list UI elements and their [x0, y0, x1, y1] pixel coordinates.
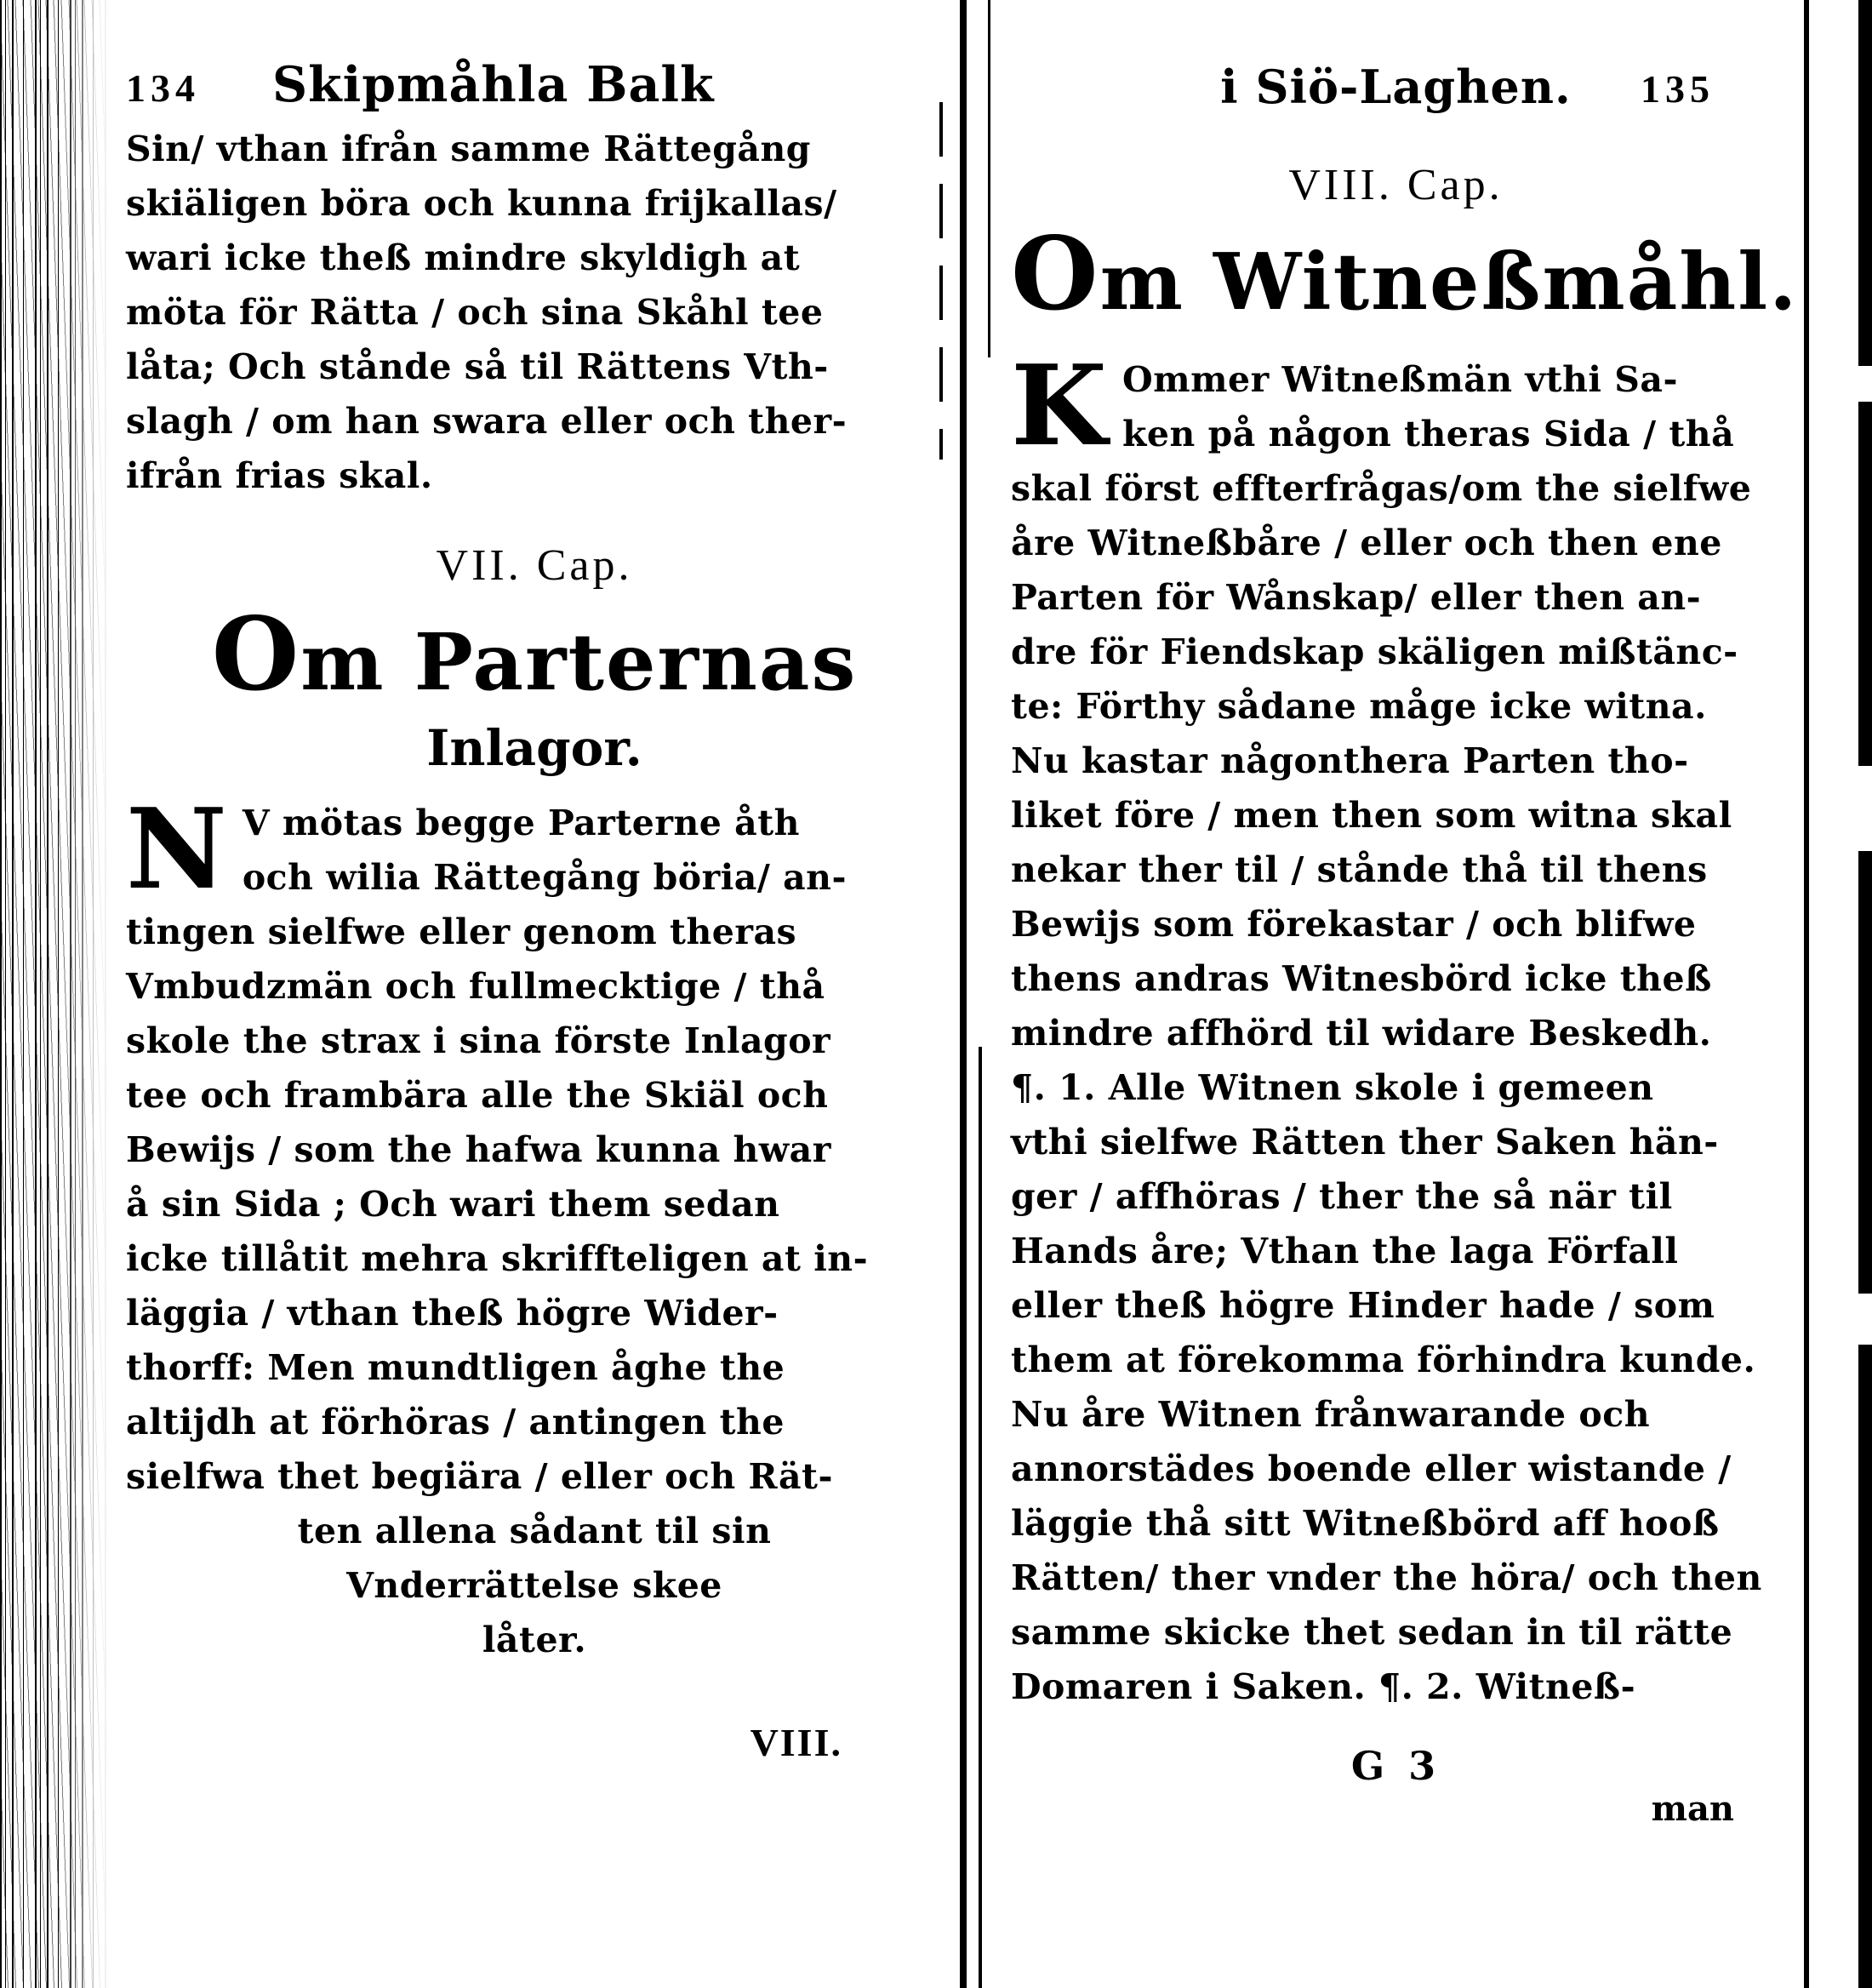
- text-line: V mötas begge Parterne åth: [242, 802, 800, 843]
- text-line: låta; Och stånde så til Rättens Vth-: [126, 346, 829, 387]
- right-page: [1011, 60, 1799, 1829]
- text-line: thens andras Witnesbörd icke theß: [1011, 957, 1712, 999]
- chapter-title-om-parternas: Om Parternas: [211, 595, 858, 713]
- page-divider-line-secondary: [979, 1047, 982, 1988]
- text-line: åre Witneßbåre / eller och then ene: [1011, 522, 1722, 563]
- scan-artifact-right-edge: [1858, 0, 1872, 1988]
- body-paragraph-right: [1011, 340, 1781, 1714]
- text-line: mindre affhörd til widare Beskedh.: [1011, 1012, 1712, 1054]
- text-line: Ommer Witneßmän vthi Sa-: [1122, 358, 1678, 400]
- text-line: ger / affhöras / ther the så när til: [1011, 1175, 1673, 1217]
- text-line: sielfwa thet begiära / eller och Rät-: [126, 1455, 834, 1497]
- text-line: liket före / men then som witna skal: [1011, 794, 1732, 836]
- body-paragraph-right-lines: [1011, 340, 1781, 1714]
- text-line: ten allena sådant til sin: [297, 1510, 772, 1551]
- text-line: Bewijs / som the hafwa kunna hwar: [126, 1128, 831, 1170]
- text-line: wari icke theß mindre skyldigh at: [126, 237, 801, 278]
- text-line: Vmbudzmän och fullmecktige / thå: [126, 965, 825, 1007]
- scan-artifact-right-rule: [1804, 0, 1809, 1988]
- text-line: Nu åre Witnen frånwarande och: [1011, 1393, 1650, 1435]
- text-line: Hands åre; Vthan the laga Förfall: [1011, 1230, 1679, 1271]
- text-line: låter.: [482, 1619, 587, 1660]
- page-divider-line: [960, 0, 967, 1988]
- text-line: läggia / vthan theß högre Wider-: [126, 1292, 779, 1334]
- drop-cap-initial: N: [126, 783, 227, 914]
- running-title-right: i Siö-Laghen.: [1220, 60, 1572, 114]
- closing-lines: [126, 1504, 943, 1667]
- chapter-heading-vii: VII. Cap.: [436, 541, 633, 590]
- catchword-left: VIII.: [750, 1720, 842, 1764]
- text-line: tingen sielfwe eller genom theras: [126, 911, 797, 952]
- text-line: Rätten/ ther vnder the höra/ och then: [1011, 1557, 1762, 1598]
- text-line: skole the strax i sina förste Inlagor: [126, 1020, 831, 1061]
- text-line: Nu kastar någonthera Parten tho-: [1011, 740, 1689, 781]
- text-line: och wilia Rättegång böria/ an-: [242, 856, 848, 898]
- catchword-right: man: [1651, 1788, 1734, 1829]
- opening-paragraph: [126, 122, 943, 503]
- chapter-heading-viii: VIII. Cap.: [1288, 161, 1504, 209]
- chapter-subtitle-inlagor: Inlagor.: [426, 718, 642, 777]
- text-line: slagh / om han swara eller och ther-: [126, 401, 848, 442]
- text-line: altijdh at förhöras / antingen the: [126, 1401, 785, 1442]
- scan-artifact-binding-edge: [0, 0, 109, 1988]
- text-line: Bewijs som förekastar / och blifwe: [1011, 903, 1697, 945]
- text-line: Sin/ vthan ifrån samme Rättegång: [126, 129, 811, 169]
- text-line: läggie thå sitt Witneßbörd aff hooß: [1011, 1502, 1720, 1544]
- text-line: them at förekomma förhindra kunde.: [1011, 1339, 1756, 1380]
- left-page: [126, 56, 943, 1765]
- text-line: ¶. 1. Alle Witnen skole i gemeen: [1011, 1066, 1654, 1108]
- text-line: ifrån frias skal.: [126, 455, 433, 496]
- chapter-title-om-witnessmahl: Om Witneßmåhl.: [1011, 214, 1799, 333]
- text-line: Domaren i Saken. ¶. 2. Witneß-: [1011, 1665, 1636, 1707]
- text-line: skal först effterfrågas/om the sielfwe: [1011, 467, 1752, 509]
- text-line: annorstädes boende eller wistande /: [1011, 1448, 1732, 1489]
- drop-cap-initial: K: [1011, 340, 1107, 471]
- running-title-left: Skipmåhla Balk: [272, 56, 715, 113]
- text-line: dre för Fiendskap skäligen mißtänc-: [1011, 631, 1738, 672]
- text-line: tee och frambära alle the Skiäl och: [126, 1074, 829, 1116]
- text-line: eller theß högre Hinder hade / som: [1011, 1284, 1715, 1326]
- body-paragraph-left-lines: [126, 783, 943, 1504]
- text-line: möta för Rätta / och sina Skåhl tee: [126, 292, 824, 333]
- page-header-right: [1011, 60, 1781, 128]
- text-line: Parten för Wånskap/ eller then an-: [1011, 576, 1702, 618]
- page-divider-line-top: [988, 0, 990, 357]
- text-line: icke tillåtit mehra skriffteligen at in-: [126, 1237, 869, 1279]
- signature-mark: G 3: [1350, 1742, 1441, 1789]
- page-number-left: 134: [126, 66, 200, 110]
- page-number-right: 135: [1641, 67, 1715, 111]
- text-line: te: Förthy sådane måge icke witna.: [1011, 685, 1707, 727]
- text-line: skiäligen böra och kunna frijkallas/: [126, 183, 837, 224]
- text-line: ken på någon theras Sida / thå: [1122, 413, 1735, 454]
- text-line: vthi sielfwe Rätten ther Saken hän-: [1011, 1121, 1719, 1163]
- text-line: Vnderrättelse skee: [346, 1564, 722, 1606]
- page-header-left: [126, 56, 943, 113]
- text-line: nekar ther til / stånde thå til thens: [1011, 848, 1708, 890]
- text-line: thorff: Men mundtligen åghe the: [126, 1346, 785, 1388]
- text-line: å sin Sida ; Och wari them sedan: [126, 1183, 780, 1225]
- text-line: samme skicke thet sedan in til rätte: [1011, 1611, 1733, 1653]
- body-paragraph-left: [126, 783, 943, 1504]
